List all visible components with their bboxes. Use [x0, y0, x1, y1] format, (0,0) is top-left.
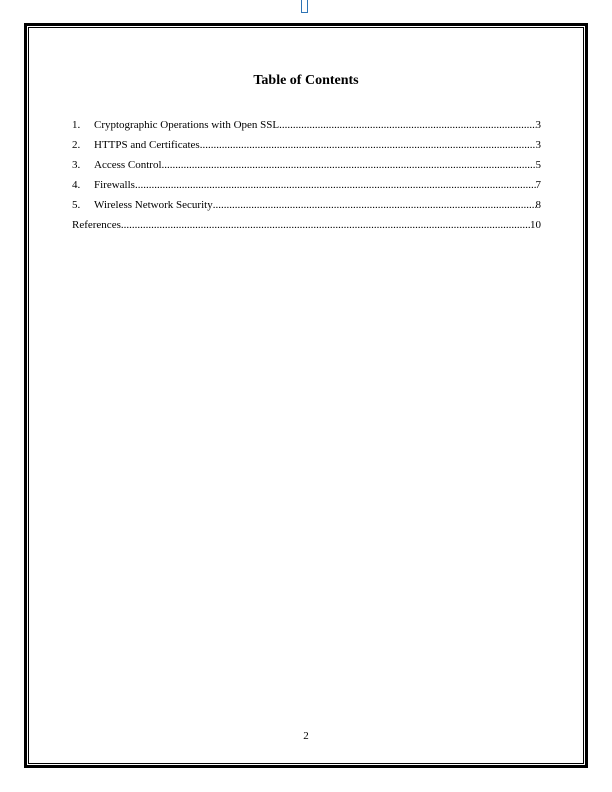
toc-entry-number: 5.: [72, 199, 81, 211]
toc-entry[interactable]: [72, 198, 541, 218]
toc-entry-text: Cryptographic Operations with Open SSL: [94, 119, 280, 131]
toc-dot-leader: [213, 198, 536, 212]
page-number: 2: [303, 730, 309, 742]
toc-entry-number: 1.: [72, 119, 81, 131]
toc-entry[interactable]: [72, 178, 541, 198]
toc-entry-text: Wireless Network Security: [94, 199, 213, 211]
toc-entry-references[interactable]: [72, 218, 541, 238]
toc-dot-leader: [279, 118, 535, 132]
toc-dot-leader: [121, 218, 530, 232]
toc-dot-leader: [200, 138, 536, 152]
toc-entry[interactable]: [72, 118, 541, 138]
toc-entry-text: References: [72, 219, 121, 231]
toc-entry-page: 7: [535, 179, 541, 191]
toc-entry-text: HTTPS and Certificates: [94, 139, 200, 151]
toc-entry-page: 8: [535, 199, 541, 211]
toc-entry-number: 2.: [72, 139, 81, 151]
toc-dot-leader: [162, 158, 536, 172]
header-anchor-marker: [301, 0, 308, 13]
toc-entry-page: 3: [535, 139, 541, 151]
toc-title: Table of Contents: [253, 73, 359, 88]
toc-entry[interactable]: [72, 158, 541, 178]
toc-entry-page: 5: [535, 159, 541, 171]
toc-entry[interactable]: [72, 138, 541, 158]
toc-entry-number: 4.: [72, 179, 81, 191]
toc-entry-text: Access Control: [94, 159, 162, 171]
toc-dot-leader: [135, 178, 536, 192]
toc-entry-page: 10: [530, 219, 541, 231]
toc-list: [72, 118, 541, 238]
toc-entry-page: 3: [535, 119, 541, 131]
toc-entry-number: 3.: [72, 159, 81, 171]
toc-entry-text: Firewalls: [94, 179, 135, 191]
